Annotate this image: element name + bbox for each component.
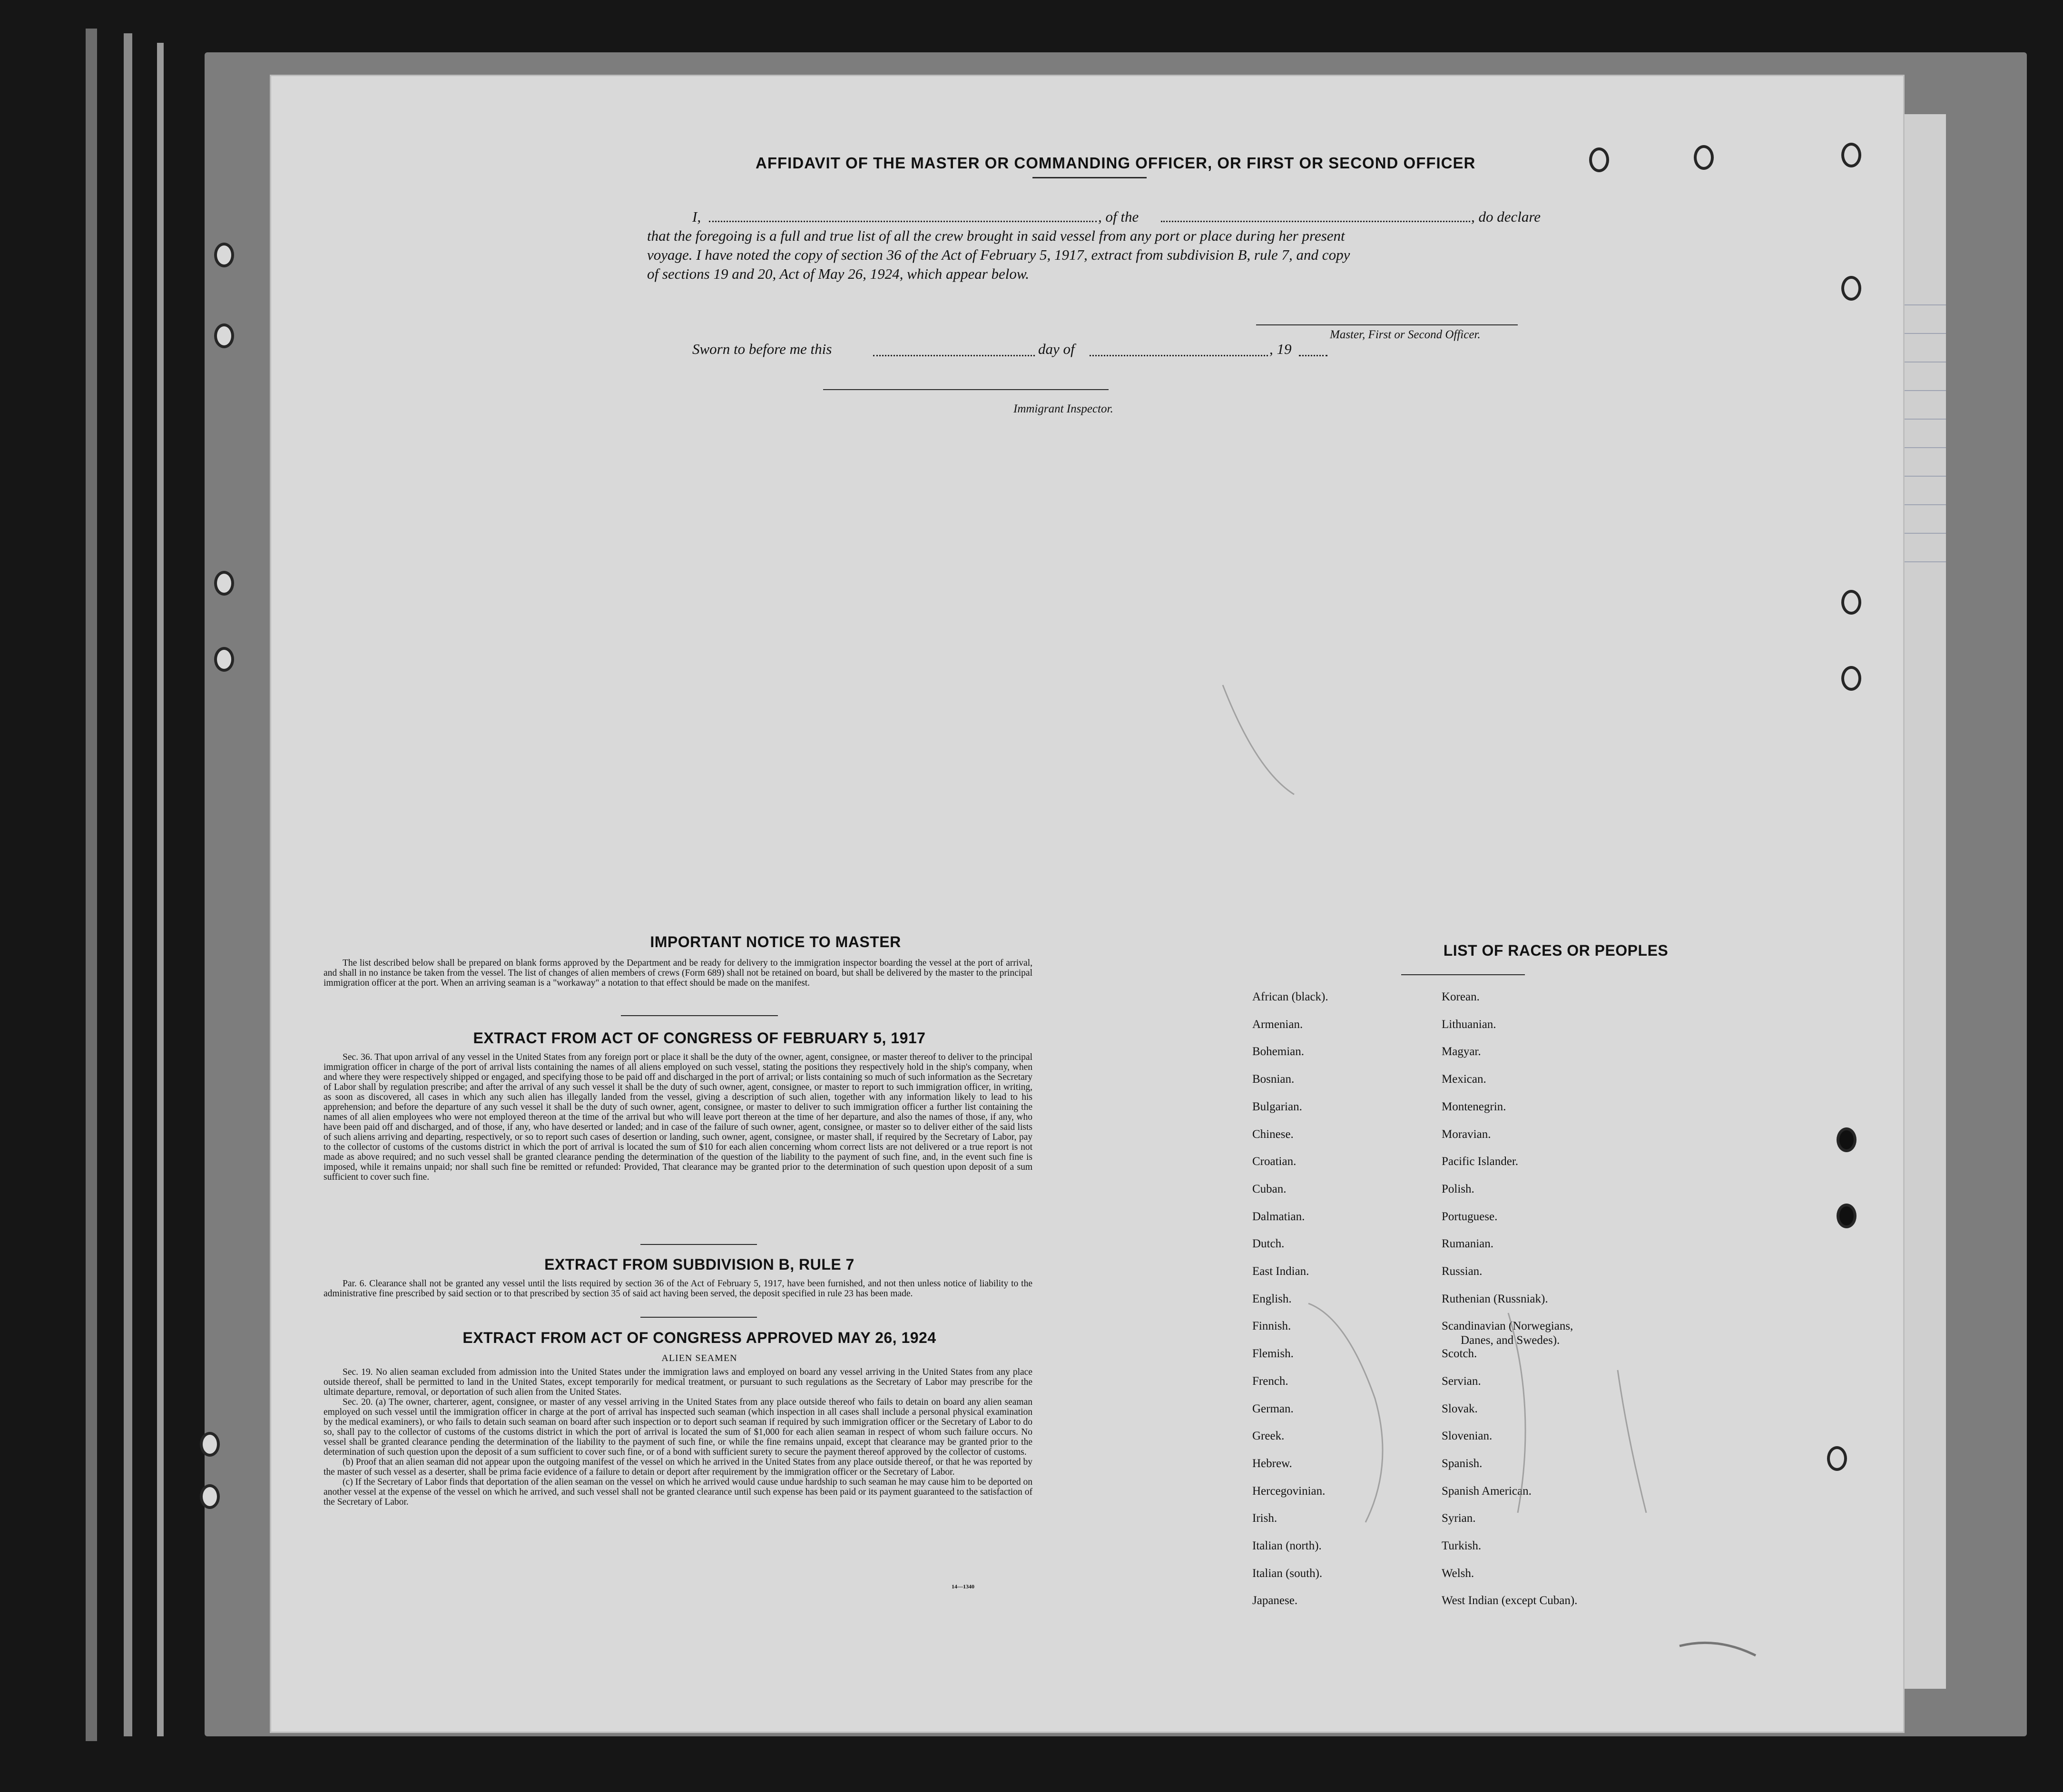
extract-rule7-title: EXTRACT FROM SUBDIVISION B, RULE 7 <box>544 1256 855 1273</box>
race-item: Portuguese. <box>1442 1210 1498 1223</box>
alien-seamen-subtitle: ALIEN SEAMEN <box>661 1353 737 1363</box>
race-item: Croatian. <box>1252 1155 1297 1168</box>
punch-hole <box>214 571 234 596</box>
race-item: Bosnian. <box>1252 1073 1295 1086</box>
manifest-page <box>271 76 1903 1732</box>
sec-19: Sec. 19. No alien seaman excluded from admission into the United States under the immigration laws and employed on board any vessel arriving in the United States from any place outside thereof, shall be permitted to land in the United States, except temporarily for medical treatment, or pursuant to such regulations as the Secretary of Labor may prescribe for the ultimate departure, removal, or deportation of such alien from the United States. <box>324 1367 1032 1397</box>
sworn-label: Sworn to before me this <box>692 341 832 357</box>
race-item: Ruthenian (Russniak). <box>1442 1292 1548 1305</box>
race-item: Greek. <box>1252 1430 1285 1443</box>
race-item: West Indian (except Cuban). <box>1442 1594 1578 1607</box>
race-item: Pacific Islander. <box>1442 1155 1519 1168</box>
race-item: Cuban. <box>1252 1182 1287 1195</box>
race-item: Moravian. <box>1442 1127 1491 1141</box>
race-item: Hebrew. <box>1252 1457 1292 1470</box>
master-caption: Master, First or Second Officer. <box>1330 328 1481 341</box>
race-item: Dalmatian. <box>1252 1210 1305 1223</box>
affidavit-line-2: that the foregoing is a full and true list of all the crew brought in said vessel from any port or place during her present <box>647 227 1345 244</box>
race-item: Welsh. <box>1442 1567 1474 1580</box>
race-item: Finnish. <box>1252 1320 1291 1333</box>
race-item: African (black). <box>1252 990 1328 1003</box>
extract-1917-title: EXTRACT FROM ACT OF CONGRESS OF FEBRUARY 5, 1917 <box>473 1029 926 1047</box>
binder-edge <box>86 29 97 1741</box>
form-number: 14—1340 <box>952 1583 974 1590</box>
year-label: , 19 <box>1269 341 1292 357</box>
race-item: Chinese. <box>1252 1127 1294 1141</box>
race-item: Russian. <box>1442 1265 1483 1278</box>
race-item: Japanese. <box>1252 1594 1298 1607</box>
binder-edge <box>124 33 132 1736</box>
declare-label: , do declare <box>1471 208 1541 225</box>
race-item: Polish. <box>1442 1182 1474 1195</box>
race-item: Servian. <box>1442 1374 1481 1388</box>
sec-20c: (c) If the Secretary of Labor finds that deportation of the alien seaman on the vessel on which he arrived would cause undue hardship to such seaman he may cause him to be deported on another vessel at the expense of the vessel on which he arrived, and such vessel shall not be granted clearance until such expense has been paid or its payment guaranteed to the satisfaction of the Secretary of Labor. <box>324 1477 1032 1507</box>
punch-hole <box>200 1432 220 1457</box>
race-item: Mexican. <box>1442 1073 1486 1086</box>
race-item: Korean. <box>1442 990 1480 1003</box>
extract-1924-title: EXTRACT FROM ACT OF CONGRESS APPROVED MAY 26, 1924 <box>462 1329 936 1346</box>
inspector-caption: Immigrant Inspector. <box>1013 402 1113 415</box>
race-item: Bohemian. <box>1252 1045 1305 1058</box>
vessel-label: , of the <box>1098 208 1139 225</box>
race-item: Flemish. <box>1252 1347 1294 1361</box>
race-item: Syrian. <box>1442 1512 1476 1525</box>
race-item: Rumanian. <box>1442 1237 1494 1251</box>
declarant-label: I, <box>692 208 701 225</box>
race-item: Slovenian. <box>1442 1430 1493 1443</box>
race-item: Spanish American. <box>1442 1484 1532 1498</box>
punch-hole <box>214 647 234 672</box>
race-item: Magyar. <box>1442 1045 1481 1058</box>
affidavit-line-3: voyage. I have noted the copy of section 36 of the Act of February 5, 1917, extract from subdivision B, rule 7, and copy <box>647 246 1350 263</box>
affidavit-title: AFFIDAVIT OF THE MASTER OR COMMANDING OFFICER, OR FIRST OR SECOND OFFICER <box>756 154 1476 172</box>
race-item: Italian (south). <box>1252 1567 1323 1580</box>
race-item: Bulgarian. <box>1252 1100 1302 1113</box>
race-item: Armenian. <box>1252 1018 1303 1031</box>
sec-20a: Sec. 20. (a) The owner, charterer, agent, consignee, or master of any vessel arriving in the United States from any place outside thereof who fails to detain on board any alien seaman employed on such vessel until the immigration officer in charge at the port of arrival has inspected such seaman (which inspection in all cases shall include a personal physical examination by the medical examiners), or who fails to detain such seaman on board after such inspection or to deport such seaman if required by such immigration officer or the Secretary of Labor to do so, shall pay to the collector of customs of the customs district in which the port of arrival is located the sum of $1,000 for each alien seaman in respect of whom such failure occurs. No vessel shall be granted clearance pending the determination of the liability to the payment of such fine, or while the fine remains unpaid, except that clearance may be granted prior to the determination of such question upon the deposit of a sum sufficient to cover such fine, or of a bond with sufficient surety to secure the payment thereof approved by the collector of customs. <box>324 1397 1032 1457</box>
race-item: Montenegrin. <box>1442 1100 1506 1113</box>
race-item: Danes, and Swedes). <box>1461 1334 1560 1347</box>
races-title: LIST OF RACES OR PEOPLES <box>1443 942 1669 959</box>
extract-rule7-text: Par. 6. Clearance shall not be granted any vessel until the lists required by section 36 of the Act of February 5, 1917, have been furnished, and not then unless notice of liability to the administrative fine prescribed by said section or to that prescribed by section 35 of said act having been served, the deposit specified in rule 23 has been made. <box>324 1279 1032 1299</box>
day-of-label: day of <box>1038 341 1075 357</box>
race-item: English. <box>1252 1292 1292 1305</box>
sec-20b: (b) Proof that an alien seaman did not appear upon the outgoing manifest of the vessel on which he arrived in the United States from any place outside thereof, or that he was reported by the master of such vessel as a deserter, shall be prima facie evidence of a failure to detain or deport after requirement by the immigration officer or the Secretary of Labor. <box>324 1457 1032 1477</box>
race-item: German. <box>1252 1402 1294 1415</box>
race-item: Scandinavian (Norwegians, <box>1442 1320 1573 1333</box>
punch-hole <box>214 243 234 267</box>
race-item: East Indian. <box>1252 1265 1309 1278</box>
race-item: Lithuanian. <box>1442 1018 1496 1031</box>
race-item: Dutch. <box>1252 1237 1285 1251</box>
binder-edge <box>157 43 164 1736</box>
race-item: Hercegovinian. <box>1252 1484 1326 1498</box>
race-item: French. <box>1252 1374 1288 1388</box>
punch-hole <box>200 1484 220 1509</box>
race-item: Spanish. <box>1442 1457 1483 1470</box>
race-item: Turkish. <box>1442 1539 1482 1552</box>
notice-title: IMPORTANT NOTICE TO MASTER <box>650 933 901 950</box>
extract-1917-text: Sec. 36. That upon arrival of any vessel in the United States from any foreign port or place it shall be the duty of the owner, agent, consignee, or master thereof to deliver to the principal immigration officer in charge of the port of arrival lists containing the names of all aliens employed on such vessel, stating the positions they respectively hold in the ship's company, when and where they were respectively shipped or engaged, and specifying those to be paid off and discharged in the port of arrival; or lists containing so much of such information as the Secretary of Labor shall by regulation prescribe; and after the arrival of any such vessel it shall be the duty of such owner, agent, consignee, or master to report to such immigration officer, in writing, as soon as discovered, all cases in which any such alien has illegally landed from the vessel, giving a description of such alien, together with any information likely to lead to his apprehension; and before the departure of any such vessel it shall be the duty of such owner, agent, consignee, or master to deliver to such immigration officer a further list containing the names of all alien employees who were not employed thereon at the time of the arrival but who will leave port thereon at the time of her departure, and also the names of those, if any, who have been paid off and discharged, and of those, if any, who have deserted or landed; and in case of the failure of such owner, agent, consignee, or master so to deliver either of the said lists of such aliens arriving and departing, respectively, or so to report such cases of desertion or landing, such owner, agent, consignee, or master shall, if required by the Secretary of Labor, pay to the collector of customs of the customs district in which the port of arrival is located the sum of $10 for each alien concerning whom correct lists are not delivered or a true report is not made as above required; and no such vessel shall be granted clearance pending the determination of the question of the liability to the payment of such fine, and, in the event such fine is imposed, while it remains unpaid; nor shall such fine be remitted or refunded: Provided, That clearance may be granted prior to the determination of such question upon deposit of a sum sufficient to cover such fine. <box>324 1052 1032 1182</box>
punch-hole <box>214 323 234 348</box>
race-item: Scotch. <box>1442 1347 1477 1361</box>
notice-text: The list described below shall be prepared on blank forms approved by the Department and be ready for delivery to the immigration inspector boarding the vessel at the port of arrival, and shall in no instance be taken from the vessel. The list of changes of alien members of crews (Form 689) shall not be retained on board, but shall be delivered by the master to the principal immigration officer at the port. When an arriving seaman is a "workaway" a notation to that effect should be made on the manifest. <box>324 958 1032 988</box>
race-item: Slovak. <box>1442 1402 1478 1415</box>
affidavit-line-4: of sections 19 and 20, Act of May 26, 1924, which appear below. <box>647 265 1030 282</box>
race-item: Irish. <box>1252 1512 1277 1525</box>
race-item: Italian (north). <box>1252 1539 1322 1552</box>
pencil-marks <box>271 76 1903 1732</box>
